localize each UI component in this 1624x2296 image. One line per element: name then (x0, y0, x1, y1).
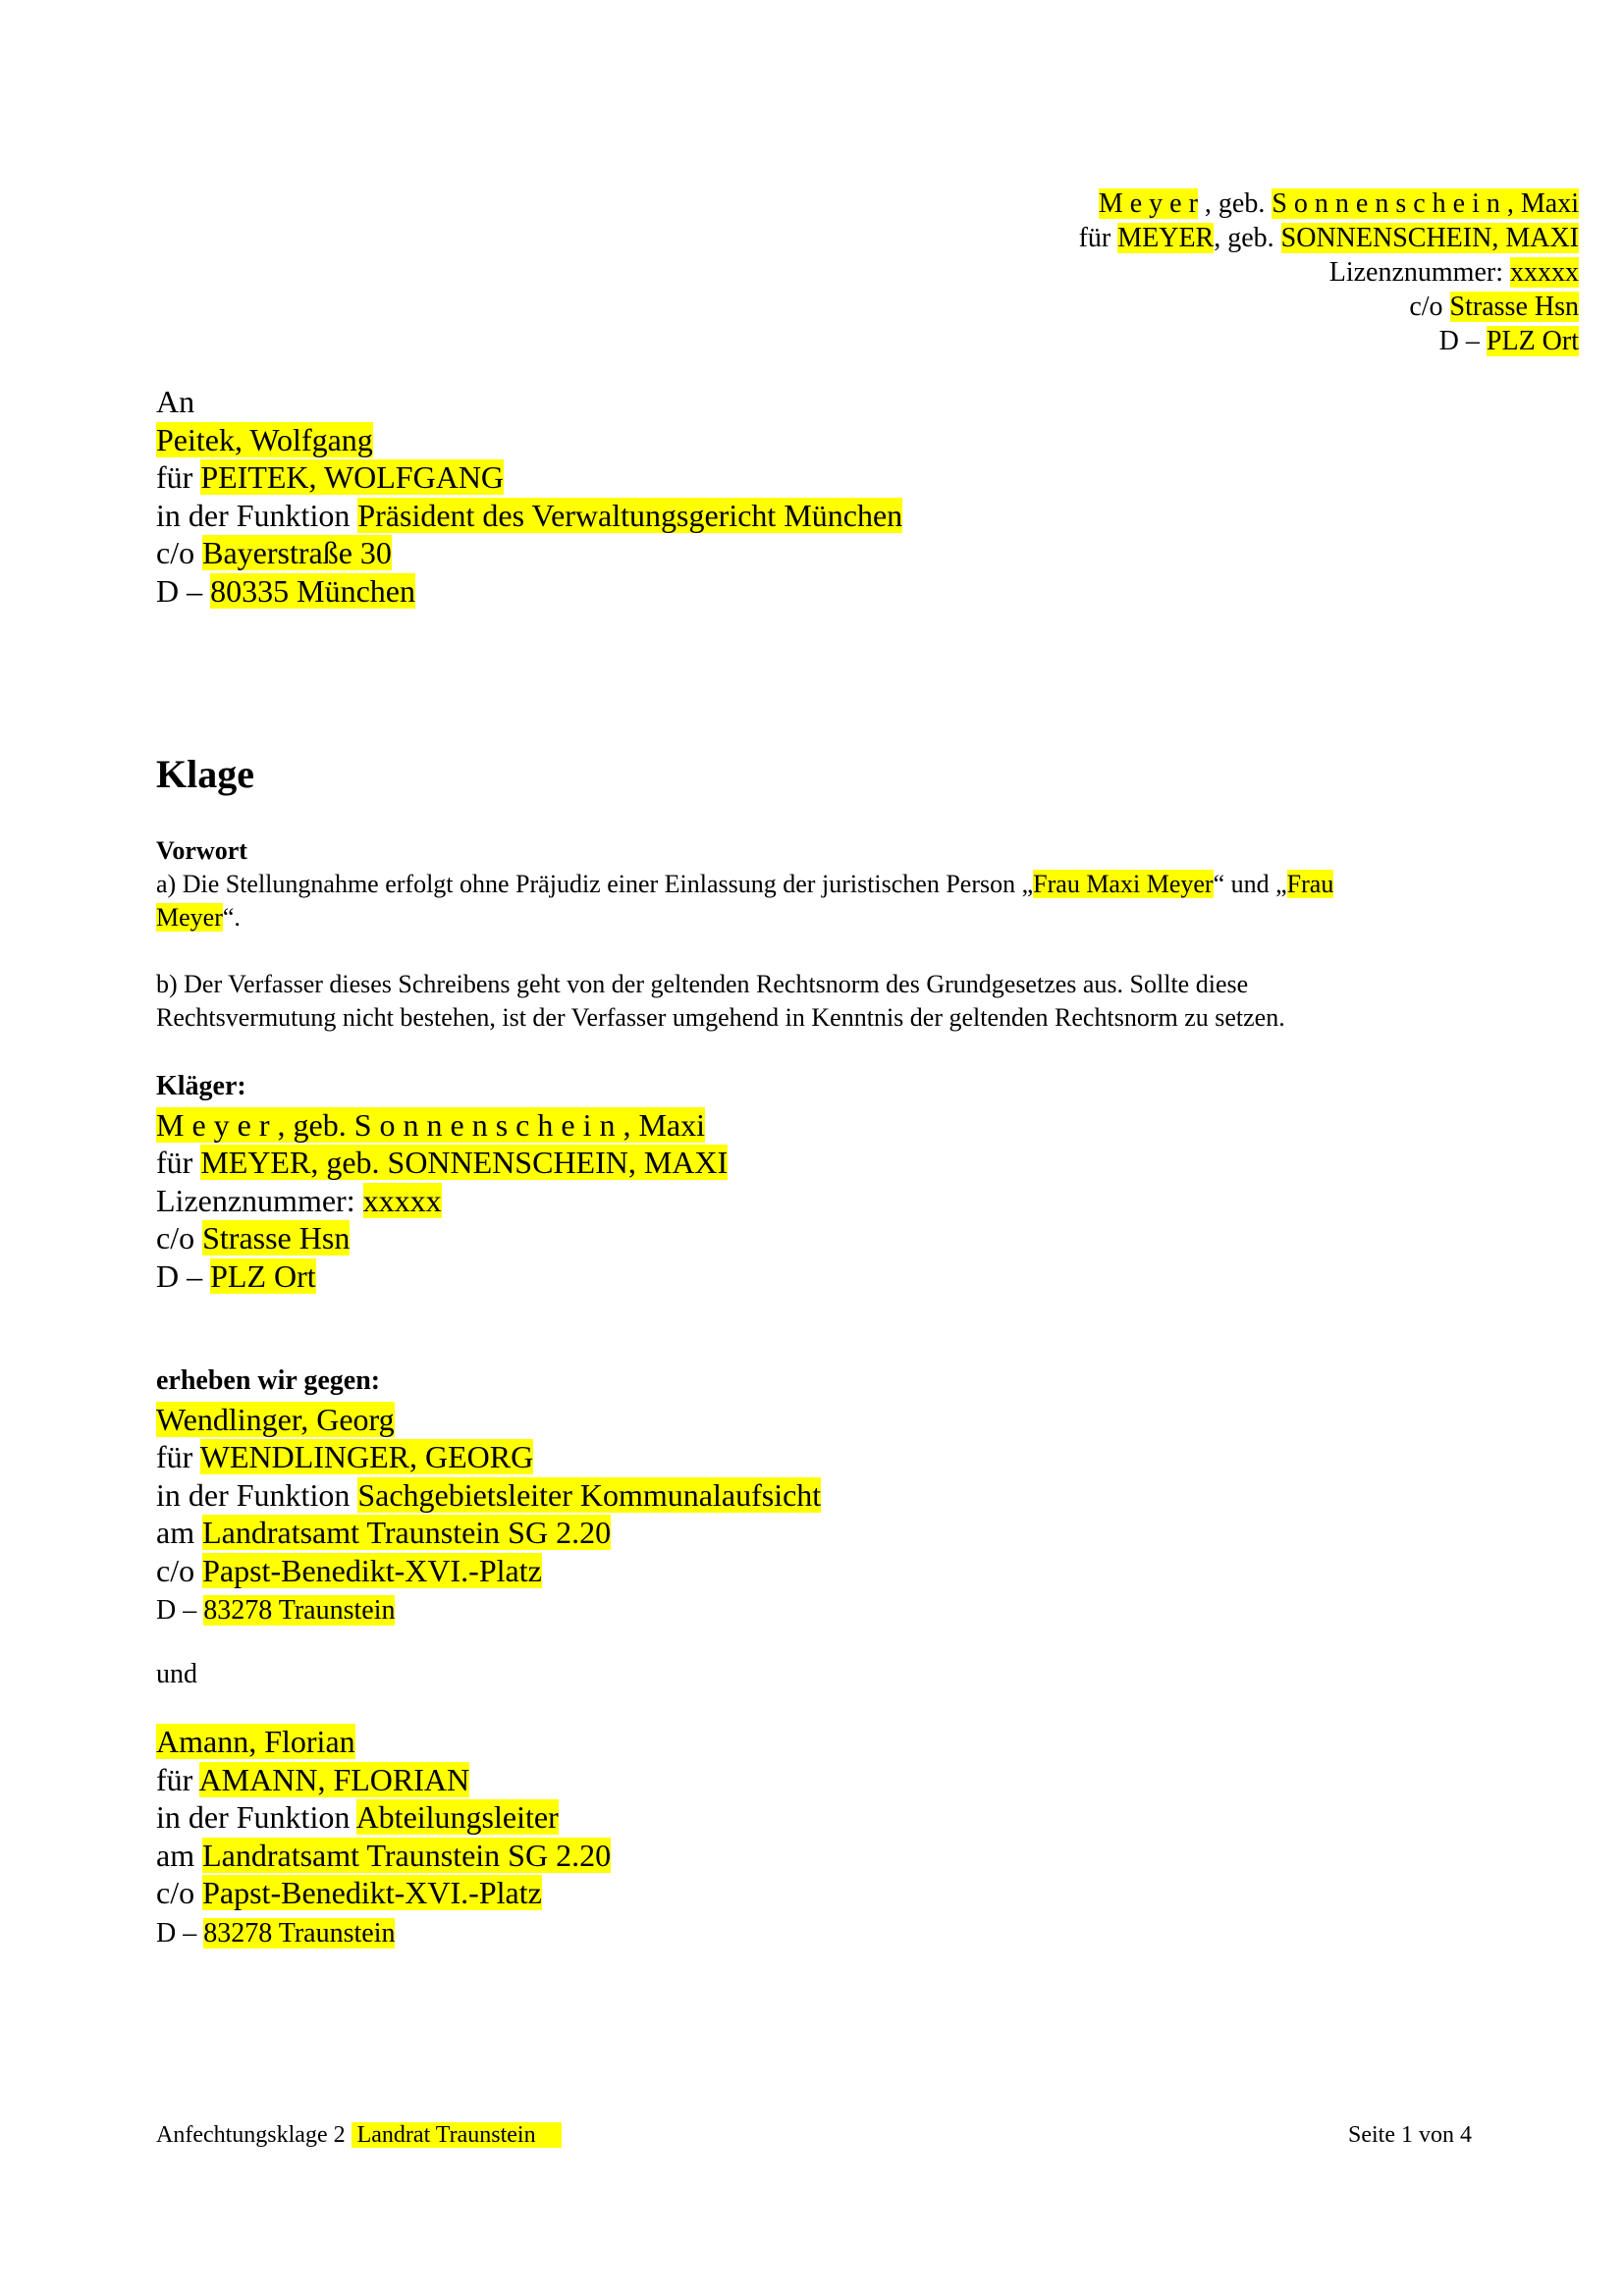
defendant-2-city-prefix: D – (156, 1917, 204, 1949)
vorwort-a-highlight2a: Frau (1286, 870, 1334, 898)
defendant-1-co-value: Papst-Benedikt-XVI.-Platz (202, 1552, 542, 1588)
plaintiff-license-value: xxxxx (362, 1182, 442, 1218)
plaintiff-block (156, 1068, 728, 1295)
defendant-2-function-prefix: in der Funktion (156, 1799, 356, 1835)
plaintiff-name-line (156, 1106, 728, 1145)
recipient-fuer-value: PEITEK, WOLFGANG (200, 459, 505, 495)
sender-co-value: Strasse Hsn (1449, 292, 1579, 322)
plaintiff-license-line (156, 1182, 728, 1220)
defendant-2-fuer-prefix: für (156, 1761, 199, 1797)
defendant-1-function-line (156, 1476, 821, 1515)
defendant-2-fuer-line (156, 1761, 611, 1799)
recipient-fuer-line (156, 458, 902, 497)
sender-address-block (892, 187, 1579, 358)
defendant-2-co-prefix: c/o (156, 1875, 203, 1910)
sender-birthname: S o n n e n s c h e i n (1272, 188, 1500, 219)
vorwort-paragraph-b (156, 968, 1511, 1035)
defendant-heading: erheben wir gegen: (156, 1365, 381, 1396)
defendant-2-am-value: Landratsamt Traunstein SG 2.20 (202, 1837, 612, 1873)
vorwort-gap (156, 934, 1511, 968)
sender-fuer-line (892, 221, 1579, 255)
defendant-2-am-line (156, 1837, 611, 1875)
sender-fuer-prefix: für (1078, 223, 1118, 253)
defendant-1-city-value: 83278 Traunstein (203, 1595, 396, 1626)
defendant-1-function-prefix: in der Funktion (156, 1476, 358, 1513)
recipient-fuer-prefix: für (156, 459, 201, 495)
vorwort-a-highlight2b: Meyer (156, 903, 223, 932)
recipient-name: Peitek, Wolfgang (156, 421, 373, 457)
sender-given-name: Maxi (1520, 188, 1579, 219)
defendant-1-fuer-value: WENDLINGER, GEORG (199, 1439, 534, 1474)
footer-doc-name: Anfechtungsklage 2 (156, 2122, 352, 2148)
plaintiff-fuer-line (156, 1144, 728, 1182)
footer-doc-highlight: Landrat Traunstein (352, 2122, 562, 2148)
recipient-co-value: Bayerstraße 30 (202, 535, 392, 570)
sender-co-line (892, 290, 1579, 324)
defendant-2-city-line (156, 1912, 611, 1953)
sender-fuer-name1: MEYER (1117, 223, 1215, 253)
defendant-2-fuer-value: AMANN, FLORIAN (198, 1761, 470, 1797)
vorwort-a-text3: “. (222, 903, 241, 932)
recipient-city-prefix: D – (156, 572, 211, 609)
defendant-1-fuer-line (156, 1438, 821, 1476)
sender-name-separator: , (1499, 188, 1521, 219)
recipient-city-line (156, 572, 902, 611)
plaintiff-fuer-value: MEYER, geb. SONNENSCHEIN, MAXI (200, 1145, 729, 1180)
recipient-an: An (156, 384, 195, 419)
sender-name-line (892, 187, 1579, 221)
defendant-1-name-line (156, 1401, 821, 1439)
defendant-1-city-prefix: D – (156, 1595, 204, 1626)
recipient-function-line (156, 497, 902, 535)
plaintiff-fuer-prefix: für (156, 1145, 201, 1180)
defendant-2-co-value: Papst-Benedikt-XVI.-Platz (202, 1875, 542, 1910)
recipient-function-prefix: in der Funktion (156, 497, 358, 533)
vorwort-heading: Vorwort (156, 836, 247, 865)
plaintiff-heading: Kläger: (156, 1071, 246, 1101)
sender-fuer-name2: SONNENSCHEIN, MAXI (1280, 223, 1579, 253)
plaintiff-co-line (156, 1219, 728, 1257)
defendant-1-name: Wendlinger, Georg (156, 1401, 395, 1437)
sender-surname: M e y e r (1098, 188, 1198, 219)
sender-geb-text: , geb. (1197, 188, 1272, 219)
sender-city-value: PLZ Ort (1486, 326, 1579, 356)
recipient-function-value: Präsident des Verwaltungsgericht München (357, 497, 903, 533)
plaintiff-city-value: PLZ Ort (210, 1257, 316, 1294)
defendant-2-am-prefix: am (156, 1837, 203, 1873)
defendant-1-function-value: Sachgebietsleiter Kommunalaufsicht (357, 1476, 822, 1513)
recipient-name-line (156, 421, 902, 459)
plaintiff-co-value: Strasse Hsn (202, 1220, 351, 1255)
defendant-2-city-value: 83278 Traunstein (203, 1917, 396, 1949)
vorwort-paragraph-a (156, 868, 1511, 934)
defendant-2-co-line (156, 1874, 611, 1912)
defendant-2-block (156, 1723, 611, 1952)
recipient-co-line (156, 534, 902, 572)
document-title: Klage (156, 752, 254, 796)
defendant-1-co-prefix: c/o (156, 1552, 203, 1588)
footer-page-number: Seite 1 von 4 (1348, 2122, 1472, 2148)
defendant-1-block (156, 1362, 821, 1630)
sender-license-line (892, 255, 1579, 290)
recipient-address-block (156, 383, 902, 610)
defendant-1-am-value: Landratsamt Traunstein SG 2.20 (202, 1515, 612, 1550)
vorwort-b-line1: b) Der Verfasser dieses Schreibens geht von der geltenden Rechtsnorm des Grundgesetzes aus. Sollte diese (156, 970, 1249, 998)
vorwort-a-text1: a) Die Stellungnahme erfolgt ohne Präjudiz einer Einlassung der juristischen Person „ (156, 870, 1034, 898)
sender-city-prefix: D – (1438, 326, 1487, 356)
footer-document-name (156, 2120, 562, 2150)
plaintiff-license-label: Lizenznummer: (156, 1182, 363, 1218)
sender-license-value: xxxxx (1510, 257, 1579, 288)
plaintiff-co-prefix: c/o (156, 1220, 203, 1255)
defendant-1-co-line (156, 1552, 821, 1590)
vorwort-a-text2: “ und „ (1213, 870, 1287, 898)
recipient-city-value: 80335 München (210, 572, 415, 609)
sender-co-prefix: c/o (1409, 292, 1450, 322)
und-connector: und (156, 1659, 197, 1689)
defendant-2-name-line (156, 1723, 611, 1761)
vorwort-section (156, 834, 1511, 1035)
defendant-2-function-value: Abteilungsleiter (355, 1799, 559, 1835)
sender-license-label: Lizenznummer: (1328, 257, 1510, 288)
defendant-1-fuer-prefix: für (156, 1439, 200, 1474)
vorwort-b-line2: Rechtsvermutung nicht bestehen, ist der Verfasser umgehend in Kenntnis der geltenden Rechtsnorm zu setzen. (156, 1003, 1285, 1032)
plaintiff-city-prefix: D – (156, 1257, 211, 1294)
defendant-2-function-line (156, 1798, 611, 1837)
recipient-co-prefix: c/o (156, 535, 203, 570)
vorwort-a-highlight1: Frau Maxi Meyer (1033, 870, 1214, 898)
defendant-1-am-prefix: am (156, 1515, 203, 1550)
defendant-2-name: Amann, Florian (156, 1724, 355, 1759)
sender-fuer-mid: , geb. (1214, 223, 1281, 253)
sender-city-line (892, 324, 1579, 358)
plaintiff-name: M e y e r , geb. S o n n e n s c h e i n , Maxi (156, 1106, 706, 1143)
plaintiff-city-line (156, 1257, 728, 1296)
defendant-1-city-line (156, 1589, 821, 1630)
defendant-1-am-line (156, 1514, 821, 1552)
